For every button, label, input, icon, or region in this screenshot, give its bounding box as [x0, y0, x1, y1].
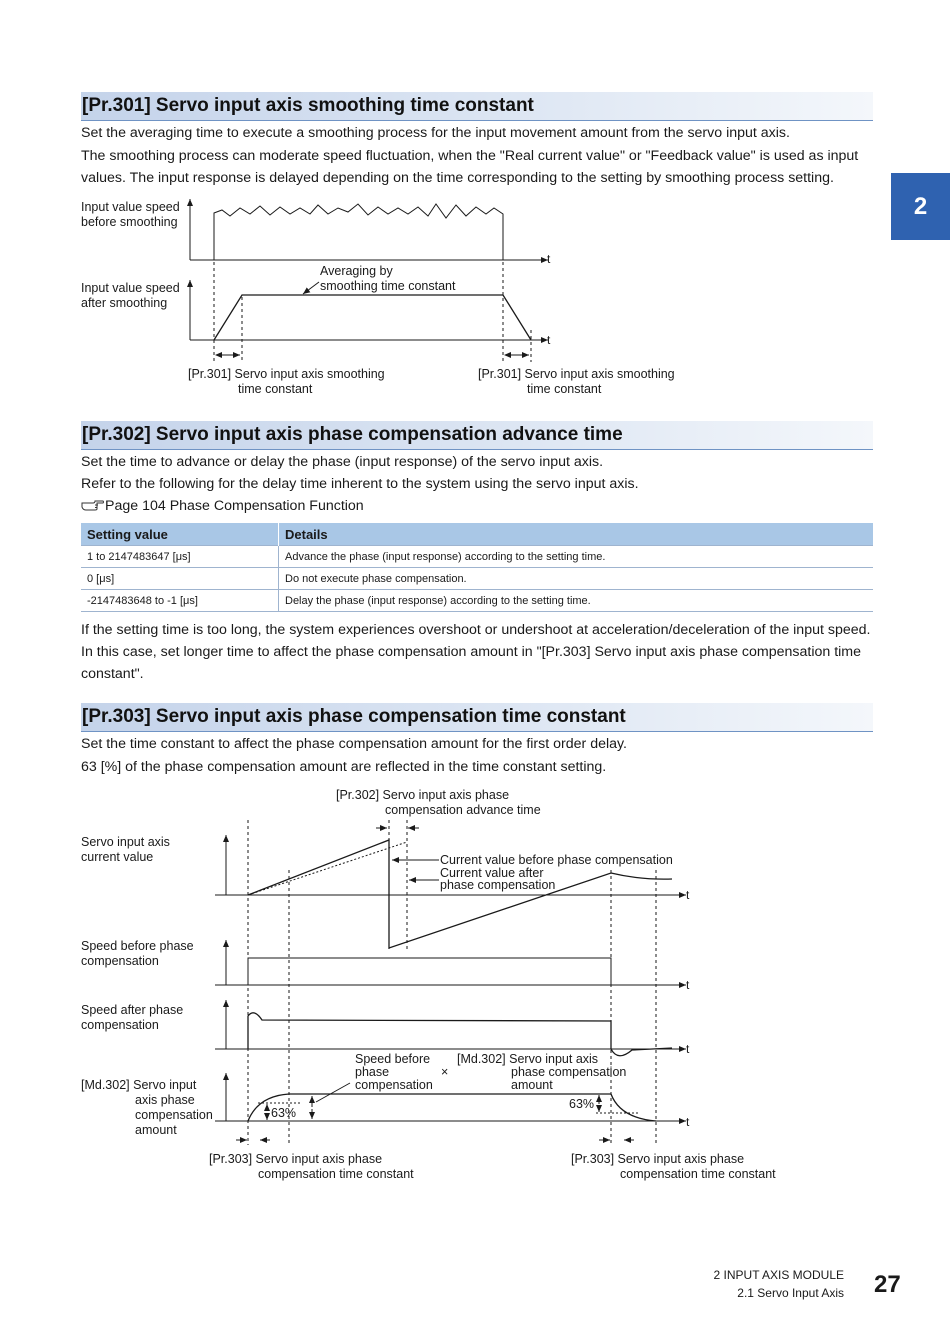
d1-label-before-1: Input value speed	[81, 200, 180, 214]
d2-bottom-right-1: [Pr.303] Servo input axis phase	[571, 1152, 745, 1166]
d2-md-1: [Md.302] Servo input axis	[457, 1052, 599, 1066]
d2-top-1: [Pr.302] Servo input axis phase	[336, 788, 510, 802]
pr302-after-2: In this case, set longer time to affect the phase compensation amount in "[Pr.303] Servo input axis phase compensation time	[81, 644, 862, 660]
section-title-pr303: [Pr.303] Servo input axis phase compensation time constant	[82, 706, 626, 727]
section-heading-pr303	[81, 703, 873, 732]
table-row	[81, 590, 873, 612]
d2-sb-1: Speed before	[355, 1052, 431, 1066]
d1-caption-b-2: time constant	[527, 382, 602, 396]
d2-pct-right: 63%	[569, 1097, 595, 1111]
pr301-paragraph-1: Set the averaging time to execute a smoothing process for the input movement amount from the servo input axis.	[81, 125, 790, 141]
d1-averaging-2: smoothing time constant	[320, 279, 456, 293]
d1-speed-before-curve	[214, 204, 503, 260]
d2-after-comp-2: phase compensation	[440, 878, 556, 892]
pr302-after-1: If the setting time is too long, the system experiences overshoot or undershoot at acceleration/deceleration of the input speed.	[81, 622, 871, 638]
d2-md-curve	[248, 1094, 656, 1121]
pr302-reference-link[interactable]	[81, 495, 364, 518]
chapter-tab[interactable]: 2	[891, 173, 950, 240]
d2-md302-4: amount	[135, 1123, 177, 1137]
d2-speed-before-2: compensation	[81, 954, 159, 968]
d2-md302-1: [Md.302] Servo input	[81, 1078, 197, 1092]
d2-speed-before-curve	[248, 958, 611, 985]
d1-caption-a-2: time constant	[238, 382, 313, 396]
d2-md302-2: axis phase	[135, 1093, 195, 1107]
section-heading-pr302	[81, 421, 873, 450]
table-cell: 0 [μs]	[81, 568, 279, 590]
d1-caption-a-1: [Pr.301] Servo input axis smoothing	[188, 367, 385, 381]
table-row	[81, 546, 873, 568]
footer-chapter: 2 INPUT AXIS MODULE	[713, 1268, 844, 1282]
d2-bottom-left-1: [Pr.303] Servo input axis phase	[209, 1152, 383, 1166]
table-cell: Advance the phase (input response) according to the setting time.	[279, 546, 874, 568]
section-title-pr302: [Pr.302] Servo input axis phase compensation advance time	[82, 424, 623, 445]
d2-cv-before-curve	[248, 842, 407, 895]
d2-cv-1: Servo input axis	[81, 835, 170, 849]
d1-t-top: t	[547, 252, 551, 266]
d1-label-after-1: Input value speed	[81, 281, 180, 295]
d2-pct-left: 63%	[271, 1106, 297, 1120]
d2-top-2: compensation advance time	[385, 803, 541, 817]
d2-sb-2: phase	[355, 1065, 390, 1079]
pr301-paragraph-3: values. The input response is delayed depending on the time corresponding to the setting by smoothing process setting.	[81, 170, 834, 186]
d1-averaging-pointer	[303, 282, 319, 294]
d2-speed-before-1: Speed before phase	[81, 939, 194, 953]
d1-label-before-2: before smoothing	[81, 215, 178, 229]
d2-t-1: t	[686, 888, 690, 902]
d2-md-2: phase compensation	[511, 1065, 627, 1079]
d2-speed-after-2: compensation	[81, 1018, 159, 1032]
table-row	[81, 568, 873, 590]
pr303-paragraph-2: 63 [%] of the phase compensation amount are reflected in the time constant setting.	[81, 759, 607, 775]
d1-speed-after-curve	[214, 295, 531, 340]
pr303-paragraph-1: Set the time constant to affect the phase compensation amount for the first order delay.	[81, 736, 628, 752]
pointing-hand-icon	[81, 497, 105, 511]
d2-sb-3: compensation	[355, 1078, 433, 1092]
d2-after-comp-1: Current value after	[440, 866, 544, 880]
d2-bottom-left-2: compensation time constant	[258, 1167, 414, 1181]
smoothing-diagram	[0, 190, 720, 405]
d2-before-comp: Current value before phase compensation	[440, 853, 673, 867]
d1-averaging-1: Averaging by	[320, 264, 393, 278]
table-cell: Do not execute phase compensation.	[279, 568, 874, 590]
table-header-row	[81, 523, 873, 546]
d2-t-2: t	[686, 978, 690, 992]
pr302-paragraph-1: Set the time to advance or delay the phase (input response) of the servo input axis.	[81, 454, 604, 470]
d2-speed-after-1: Speed after phase	[81, 1003, 184, 1017]
phase-compensation-diagram	[0, 780, 800, 1190]
d2-md302-3: compensation	[135, 1108, 213, 1122]
section-heading-pr301	[81, 92, 873, 121]
d1-caption-b-1: [Pr.301] Servo input axis smoothing	[478, 367, 675, 381]
pr301-paragraph-2: The smoothing process can moderate speed fluctuation, when the "Real current value" or "Feedback value" is used as input	[81, 148, 859, 164]
table-header-setting: Setting value	[81, 523, 279, 546]
pr302-paragraph-2: Refer to the following for the delay time inherent to the system using the servo input axis.	[81, 476, 639, 492]
d2-t-4: t	[686, 1115, 690, 1129]
settings-table	[81, 523, 873, 612]
table-cell: Delay the phase (input response) according to the setting time.	[279, 590, 874, 612]
page-number: 27	[874, 1271, 901, 1298]
d1-label-after-2: after smoothing	[81, 296, 168, 310]
d2-times: ×	[441, 1065, 449, 1079]
d2-md-3: amount	[511, 1078, 553, 1092]
table-cell: -2147483648 to -1 [μs]	[81, 590, 279, 612]
table-header-details: Details	[279, 523, 874, 546]
d2-cv-2: current value	[81, 850, 154, 864]
footer-section: 2.1 Servo Input Axis	[737, 1286, 844, 1300]
reference-text[interactable]: Page 104 Phase Compensation Function	[105, 498, 364, 514]
pr302-after-3: constant".	[81, 666, 144, 682]
section-title-pr301: [Pr.301] Servo input axis smoothing time constant	[82, 95, 534, 116]
table-cell: 1 to 2147483647 [μs]	[81, 546, 279, 568]
d2-bottom-right-2: compensation time constant	[620, 1167, 776, 1181]
d2-t-3: t	[686, 1042, 690, 1056]
d2-speed-before-pointer	[316, 1083, 350, 1102]
d1-t-bottom: t	[547, 333, 551, 347]
